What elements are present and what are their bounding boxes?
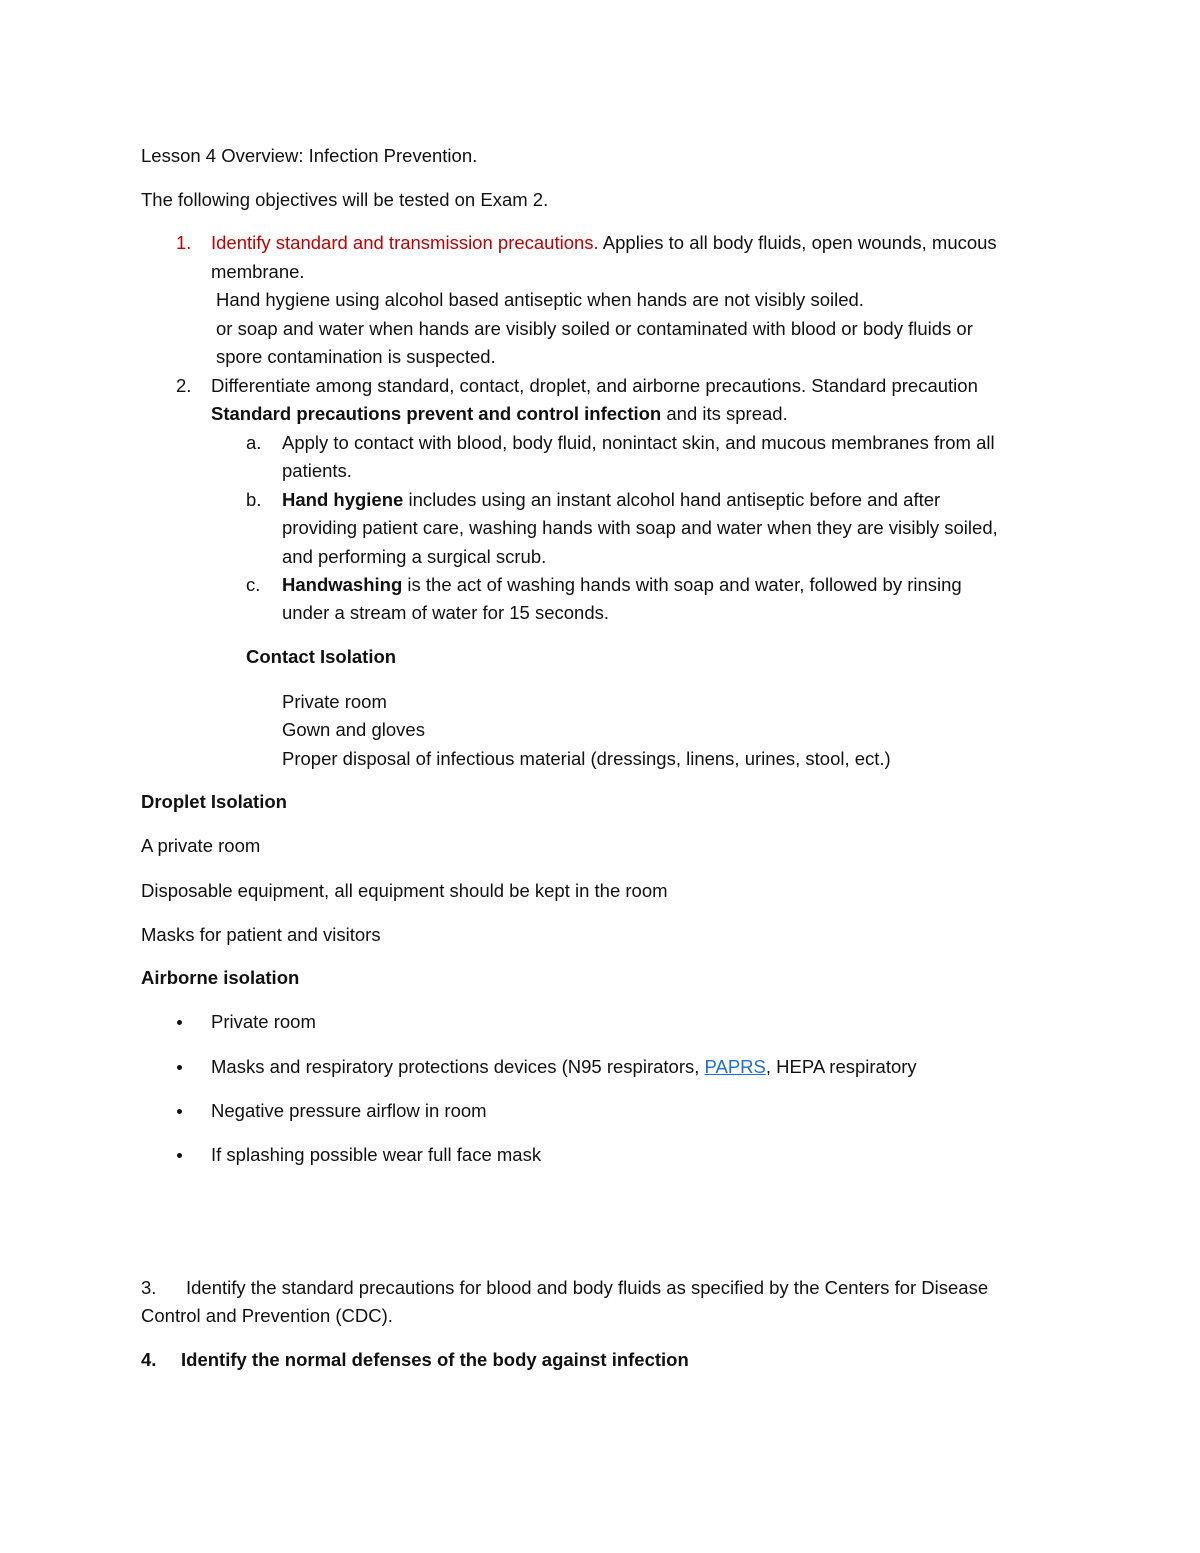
- airborne-item-text: Masks and respiratory protections devices (N95 respirators,: [211, 1056, 705, 1077]
- objective-3-line-1: Identify the standard precautions for blood and body fluids as specified by the Centers for Disease: [186, 1277, 989, 1298]
- contact-item: Gown and gloves: [282, 719, 425, 740]
- objective-1-line-2: membrane.: [211, 261, 305, 282]
- sub-item-c-letter: c.: [246, 574, 261, 595]
- sub-item-c-line-1: [282, 573, 962, 597]
- bullet-icon: [177, 1020, 182, 1025]
- hand-hygiene-line-1: Hand hygiene using alcohol based antiseptic when hands are not visibly soiled.: [216, 289, 864, 310]
- sub-item-c-text: is the act of washing hands with soap and water, followed by rinsing: [402, 574, 962, 595]
- contact-item: Private room: [282, 691, 387, 712]
- standard-precautions-bold: Standard precautions prevent and control infection: [211, 403, 662, 424]
- sub-item-b-letter: b.: [246, 489, 262, 510]
- hand-hygiene-bold: Hand hygiene: [282, 489, 404, 510]
- sub-item-b-text: includes using an instant alcohol hand antiseptic before and after: [403, 489, 941, 510]
- objective-2-number: 2.: [176, 375, 192, 396]
- hand-hygiene-line-3: spore contamination is suspected.: [216, 346, 496, 367]
- airborne-item: [211, 1055, 917, 1079]
- airborne-item: Private room: [211, 1011, 316, 1032]
- document-title: Lesson 4 Overview: Infection Prevention.: [141, 145, 478, 166]
- objective-3-number: 3.: [141, 1277, 157, 1298]
- sub-item-b-line-2: providing patient care, washing hands with soap and water when they are visibly soiled,: [282, 517, 998, 538]
- paprs-link[interactable]: PAPRS: [704, 1056, 766, 1077]
- objective-4-number: 4.: [141, 1349, 157, 1370]
- contact-item: Proper disposal of infectious material (dressings, linens, urines, stool, ect.): [282, 748, 891, 769]
- droplet-isolation-heading: Droplet Isolation: [141, 791, 287, 812]
- sub-item-c-line-2: under a stream of water for 15 seconds.: [282, 602, 610, 623]
- objective-1-line-1: [211, 231, 997, 255]
- intro-text: The following objectives will be tested on Exam 2.: [141, 189, 549, 210]
- standard-precautions-text: and its spread.: [661, 403, 788, 424]
- droplet-item: A private room: [141, 835, 261, 856]
- objective-4-text: Identify the normal defenses of the body against infection: [181, 1349, 689, 1370]
- objective-2-line-2: [211, 402, 788, 426]
- airborne-item: If splashing possible wear full face mask: [211, 1144, 542, 1165]
- hand-hygiene-line-2: or soap and water when hands are visibly soiled or contaminated with blood or body fluids or: [216, 318, 973, 339]
- objective-1-number: 1.: [176, 232, 192, 253]
- handwashing-bold: Handwashing: [282, 574, 403, 595]
- bullet-icon: [177, 1153, 182, 1158]
- sub-item-b-line-1: [282, 488, 940, 512]
- droplet-item: Disposable equipment, all equipment should be kept in the room: [141, 880, 668, 901]
- sub-item-b-line-3: and performing a surgical scrub.: [282, 546, 547, 567]
- contact-isolation-heading: Contact Isolation: [246, 646, 397, 667]
- objective-1-red-text: Identify standard and transmission precautions.: [211, 232, 599, 253]
- objective-3-line-2: Control and Prevention (CDC).: [141, 1305, 393, 1326]
- bullet-icon: [177, 1109, 182, 1114]
- airborne-isolation-heading: Airborne isolation: [141, 967, 300, 988]
- airborne-item-text: , HEPA respiratory: [765, 1056, 917, 1077]
- droplet-item: Masks for patient and visitors: [141, 924, 381, 945]
- sub-item-a-letter: a.: [246, 432, 262, 453]
- sub-item-a-line-2: patients.: [282, 460, 352, 481]
- objective-2-line-1: Differentiate among standard, contact, droplet, and airborne precautions. Standard precaution: [211, 375, 978, 396]
- bullet-icon: [177, 1065, 182, 1070]
- objective-1-text: Applies to all body fluids, open wounds, mucous: [598, 232, 997, 253]
- airborne-item: Negative pressure airflow in room: [211, 1100, 487, 1121]
- sub-item-a-line-1: Apply to contact with blood, body fluid, nonintact skin, and mucous membranes from all: [282, 432, 995, 453]
